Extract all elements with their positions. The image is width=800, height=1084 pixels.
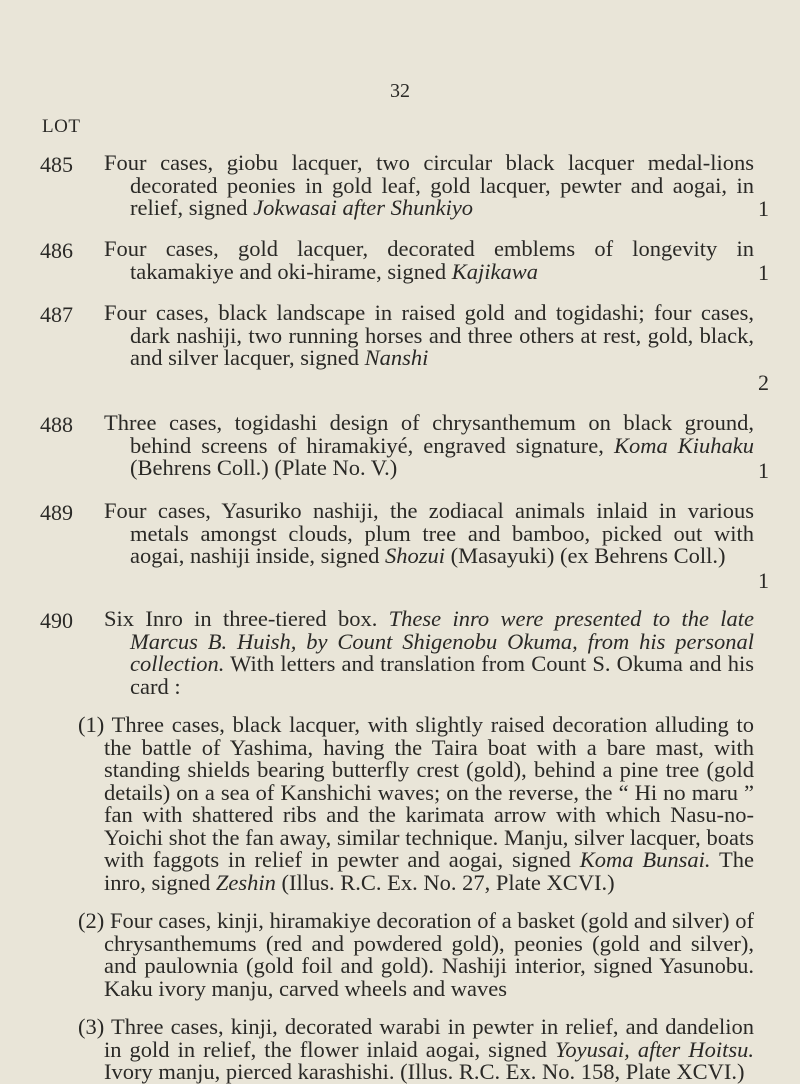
- sub-item-reference: Ivory manju, pierced karashishi. (Illus. R.C. Ex. No. 158, Plate XCVI.): [104, 1059, 745, 1084]
- sub-item-signature: Yoyusai, after Hoitsu.: [554, 1036, 754, 1062]
- sub-item-signature-2: Zeshin: [215, 869, 276, 895]
- lot-text: Four cases, giobu lacquer, two circular black lacquer medal-lions decorated peonies in gold leaf, gold lacquer, pewter and aogai, in relief, signed: [104, 150, 754, 220]
- lot-description: [104, 302, 754, 370]
- lot-signature: Shozui: [384, 543, 445, 568]
- lot-quantity: 2: [758, 370, 769, 395]
- sub-item-text-mid: The inro, signed: [104, 847, 755, 895]
- lot-quantity: 1: [758, 568, 769, 593]
- lot-reference: With letters and translation from Count S. Okuma and his card :: [130, 651, 754, 699]
- sub-item-signature: Koma Bunsai.: [579, 847, 711, 872]
- lot-text: Four cases, gold lacquer, decorated emblems of longevity in takamakiye and oki-hirame, signed: [104, 236, 754, 284]
- sub-item-text: (1) Three cases, black lacquer, with slightly raised decoration alluding to the battle of Yashima, having the Taira boat with a bare mast, with standing shields bearing butterfly crest (gold), behind a pine tree (gold details) on a sea of Kanshichi waves; on the reverse, the “ Hi no maru ” fan with shattered ribs and the karimata arrow with which Nasu-no-Yoichi shot the fan away, similar technique. Manju, silver lacquer, boats with faggots in relief in pewter and aogai, signed: [78, 712, 754, 872]
- lot-signature: Kajikawa: [451, 258, 539, 284]
- lot-number: 488: [40, 412, 73, 437]
- lot-quantity: 1: [758, 458, 769, 483]
- lot-text: Three cases, togidashi design of chrysanthemum on black ground, behind screens of hiramakiyé, engraved signature,: [104, 410, 754, 458]
- lot-provenance: These inro were presented to the late Marcus B. Huish, by Count Shigenobu Okuma, from his personal collection.: [130, 606, 754, 676]
- lot-quantity: 1: [758, 196, 769, 221]
- sub-item: [78, 1014, 754, 1084]
- page-number: 32: [390, 80, 410, 102]
- lot-description: [104, 500, 754, 568]
- lot-number: 485: [40, 152, 73, 177]
- lot-signature: Nanshi: [364, 345, 429, 370]
- lot-number: 489: [40, 500, 73, 525]
- lot-reference: (Masayuki) (ex Behrens Coll.): [444, 543, 726, 568]
- lot-number: 487: [40, 302, 73, 327]
- lot-quantity: 1: [758, 260, 769, 285]
- lot-description: [78, 606, 755, 1084]
- lot-number: 490: [40, 608, 73, 633]
- sub-item-reference: (Illus. R.C. Ex. No. 27, Plate XCVI.): [275, 869, 615, 895]
- lot-description: [104, 238, 754, 283]
- sub-item: [78, 908, 754, 1001]
- sub-item-text: (2) Four cases, kinji, hiramakiye decoration of a basket (gold and silver) of chrysanthemums (red and powdered gold), peonies (gold and silver), and paulownia (gold foil and gold). Nashiji interior, signed Yasunobu. Kaku ivory manju, carved wheels and waves: [78, 908, 754, 1001]
- lot-column-header: LOT: [42, 116, 81, 137]
- lot-description: [104, 152, 754, 220]
- sub-item-text: (3) Three cases, kinji, decorated warabi in pewter in relief, and dandelion in gold in relief, the flower inlaid aogai, signed: [78, 1014, 754, 1062]
- lot-signature: Koma Kiuhaku: [613, 432, 754, 458]
- lot-text: Four cases, black landscape in raised gold and togidashi; four cases, dark nashiji, two running horses and three others at rest, gold, black, and silver lacquer, signed: [104, 300, 754, 370]
- sub-item: [78, 712, 755, 895]
- lot-number: 486: [40, 238, 73, 263]
- lot-description: [104, 412, 754, 480]
- lot-text: Four cases, Yasuriko nashiji, the zodiacal animals inlaid in various metals amongst clouds, plum tree and bamboo, picked out with aogai, nashiji inside, signed: [104, 498, 754, 568]
- lot-signature: Jokwasai after Shunkiyo: [253, 195, 474, 220]
- lot-text: Six Inro in three-tiered box.: [104, 606, 389, 631]
- lot-reference: (Behrens Coll.) (Plate No. V.): [130, 455, 398, 480]
